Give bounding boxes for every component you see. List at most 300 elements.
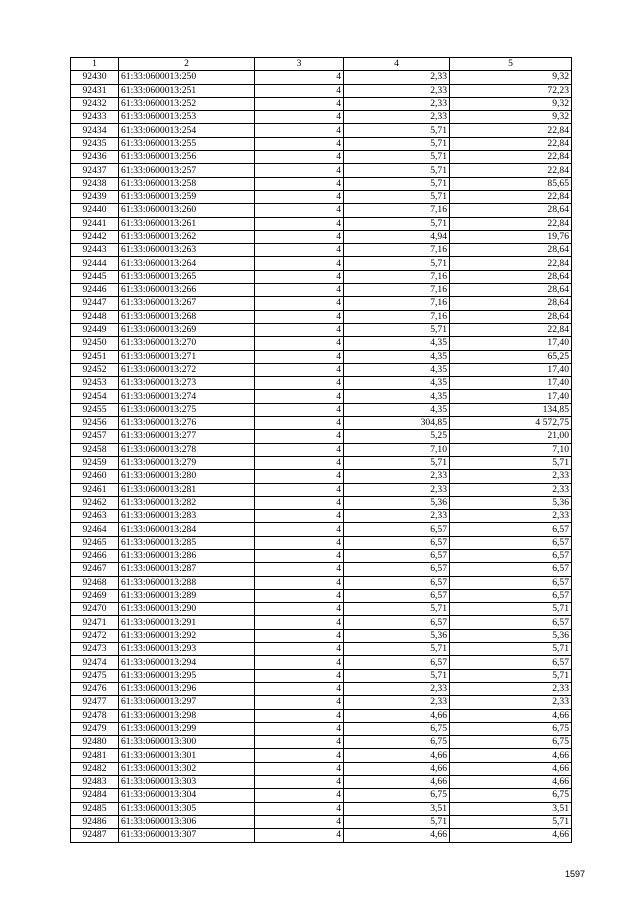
table-cell-col-2: 61:33:0600013:265 xyxy=(119,270,255,283)
table-cell-col-3: 4 xyxy=(255,204,344,217)
table-cell-col-3: 4 xyxy=(255,616,344,629)
table-cell-col-3: 4 xyxy=(255,403,344,416)
table-cell-col-5: 22,84 xyxy=(450,124,572,137)
table-cell-col-4: 5,36 xyxy=(344,629,450,642)
table-row xyxy=(71,217,572,230)
table-cell-col-2: 61:33:0600013:267 xyxy=(119,297,255,310)
table-cell-col-2: 61:33:0600013:288 xyxy=(119,576,255,589)
column-header-2: 2 xyxy=(119,58,255,71)
table-cell-col-1: 92430 xyxy=(71,71,119,84)
table-cell-col-1: 92436 xyxy=(71,151,119,164)
table-cell-col-5: 6,57 xyxy=(450,549,572,562)
table-cell-col-4: 5,71 xyxy=(344,177,450,190)
table-cell-col-2: 61:33:0600013:286 xyxy=(119,549,255,562)
table-cell-col-2: 61:33:0600013:259 xyxy=(119,190,255,203)
table-cell-col-3: 4 xyxy=(255,124,344,137)
table-row xyxy=(71,84,572,97)
table-cell-col-1: 92460 xyxy=(71,470,119,483)
table-cell-col-2: 61:33:0600013:273 xyxy=(119,377,255,390)
table-row xyxy=(71,124,572,137)
table-cell-col-4: 5,71 xyxy=(344,669,450,682)
table-cell-col-1: 92455 xyxy=(71,403,119,416)
table-row xyxy=(71,549,572,562)
table-row xyxy=(71,204,572,217)
table-cell-col-1: 92443 xyxy=(71,244,119,257)
table-cell-col-4: 6,57 xyxy=(344,589,450,602)
table-cell-col-4: 4,35 xyxy=(344,403,450,416)
table-cell-col-3: 4 xyxy=(255,217,344,230)
table-cell-col-3: 4 xyxy=(255,164,344,177)
table-cell-col-2: 61:33:0600013:304 xyxy=(119,789,255,802)
table-cell-col-2: 61:33:0600013:298 xyxy=(119,709,255,722)
table-cell-col-4: 4,94 xyxy=(344,230,450,243)
table-row xyxy=(71,97,572,110)
table-cell-col-4: 5,71 xyxy=(344,643,450,656)
table-row xyxy=(71,696,572,709)
table-cell-col-2: 61:33:0600013:279 xyxy=(119,456,255,469)
table-cell-col-5: 72,23 xyxy=(450,84,572,97)
table-cell-col-3: 4 xyxy=(255,417,344,430)
table-cell-col-3: 4 xyxy=(255,643,344,656)
table-cell-col-1: 92464 xyxy=(71,523,119,536)
table-cell-col-1: 92487 xyxy=(71,829,119,842)
table-cell-col-5: 5,71 xyxy=(450,815,572,828)
table-cell-col-5: 21,00 xyxy=(450,430,572,443)
table-cell-col-4: 3,51 xyxy=(344,802,450,815)
table-cell-col-1: 92466 xyxy=(71,549,119,562)
table-cell-col-2: 61:33:0600013:301 xyxy=(119,749,255,762)
table-cell-col-3: 4 xyxy=(255,483,344,496)
table-cell-col-1: 92434 xyxy=(71,124,119,137)
table-cell-col-5: 6,57 xyxy=(450,523,572,536)
table-cell-col-1: 92439 xyxy=(71,190,119,203)
table-cell-col-3: 4 xyxy=(255,656,344,669)
table-cell-col-1: 92463 xyxy=(71,510,119,523)
table-row xyxy=(71,403,572,416)
table-cell-col-4: 7,16 xyxy=(344,297,450,310)
table-cell-col-2: 61:33:0600013:262 xyxy=(119,230,255,243)
table-cell-col-5: 2,33 xyxy=(450,682,572,695)
table-cell-col-5: 5,71 xyxy=(450,603,572,616)
table-cell-col-4: 6,57 xyxy=(344,656,450,669)
table-cell-col-1: 92459 xyxy=(71,456,119,469)
table-cell-col-1: 92475 xyxy=(71,669,119,682)
table-row xyxy=(71,589,572,602)
table-cell-col-4: 5,71 xyxy=(344,257,450,270)
table-cell-col-3: 4 xyxy=(255,762,344,775)
table-row xyxy=(71,523,572,536)
data-table xyxy=(70,57,572,843)
table-row xyxy=(71,323,572,336)
table-cell-col-5: 28,64 xyxy=(450,270,572,283)
table-cell-col-2: 61:33:0600013:305 xyxy=(119,802,255,815)
table-cell-col-3: 4 xyxy=(255,776,344,789)
table-cell-col-3: 4 xyxy=(255,71,344,84)
table-cell-col-4: 5,36 xyxy=(344,496,450,509)
table-cell-col-3: 4 xyxy=(255,802,344,815)
table-cell-col-4: 2,33 xyxy=(344,682,450,695)
table-cell-col-5: 28,64 xyxy=(450,297,572,310)
table-row xyxy=(71,390,572,403)
table-cell-col-4: 2,33 xyxy=(344,483,450,496)
table-cell-col-1: 92471 xyxy=(71,616,119,629)
table-cell-col-3: 4 xyxy=(255,669,344,682)
table-cell-col-5: 2,33 xyxy=(450,696,572,709)
table-cell-col-2: 61:33:0600013:302 xyxy=(119,762,255,775)
table-cell-col-2: 61:33:0600013:295 xyxy=(119,669,255,682)
table-cell-col-5: 22,84 xyxy=(450,217,572,230)
table-row xyxy=(71,815,572,828)
table-cell-col-2: 61:33:0600013:252 xyxy=(119,97,255,110)
table-cell-col-5: 28,64 xyxy=(450,284,572,297)
table-row xyxy=(71,576,572,589)
table-cell-col-3: 4 xyxy=(255,829,344,842)
table-cell-col-4: 4,35 xyxy=(344,350,450,363)
table-cell-col-4: 5,71 xyxy=(344,124,450,137)
table-cell-col-4: 7,16 xyxy=(344,244,450,257)
table-row xyxy=(71,709,572,722)
table-cell-col-5: 22,84 xyxy=(450,164,572,177)
table-cell-col-2: 61:33:0600013:278 xyxy=(119,443,255,456)
table-cell-col-5: 4,66 xyxy=(450,776,572,789)
table-cell-col-3: 4 xyxy=(255,603,344,616)
table-cell-col-3: 4 xyxy=(255,297,344,310)
table-cell-col-5: 85,65 xyxy=(450,177,572,190)
table-row xyxy=(71,776,572,789)
table-cell-col-1: 92450 xyxy=(71,337,119,350)
table-cell-col-4: 2,33 xyxy=(344,470,450,483)
table-cell-col-3: 4 xyxy=(255,629,344,642)
table-cell-col-4: 7,10 xyxy=(344,443,450,456)
table-cell-col-4: 2,33 xyxy=(344,111,450,124)
table-cell-col-2: 61:33:0600013:269 xyxy=(119,323,255,336)
table-cell-col-2: 61:33:0600013:287 xyxy=(119,563,255,576)
table-cell-col-5: 17,40 xyxy=(450,390,572,403)
column-header-1: 1 xyxy=(71,58,119,71)
table-cell-col-4: 5,71 xyxy=(344,323,450,336)
table-cell-col-4: 5,71 xyxy=(344,190,450,203)
table-cell-col-2: 61:33:0600013:254 xyxy=(119,124,255,137)
table-cell-col-1: 92482 xyxy=(71,762,119,775)
table-cell-col-1: 92441 xyxy=(71,217,119,230)
table-row xyxy=(71,284,572,297)
table-cell-col-1: 92440 xyxy=(71,204,119,217)
table-cell-col-3: 4 xyxy=(255,696,344,709)
table-cell-col-2: 61:33:0600013:281 xyxy=(119,483,255,496)
table-cell-col-3: 4 xyxy=(255,749,344,762)
table-cell-col-2: 61:33:0600013:282 xyxy=(119,496,255,509)
table-cell-col-4: 2,33 xyxy=(344,510,450,523)
table-row xyxy=(71,722,572,735)
table-cell-col-5: 6,75 xyxy=(450,736,572,749)
table-cell-col-3: 4 xyxy=(255,137,344,150)
table-cell-col-2: 61:33:0600013:263 xyxy=(119,244,255,257)
table-cell-col-2: 61:33:0600013:291 xyxy=(119,616,255,629)
table-cell-col-2: 61:33:0600013:253 xyxy=(119,111,255,124)
table-cell-col-4: 6,57 xyxy=(344,576,450,589)
table-cell-col-3: 4 xyxy=(255,284,344,297)
column-header-3: 3 xyxy=(255,58,344,71)
table-cell-col-4: 5,71 xyxy=(344,151,450,164)
table-cell-col-3: 4 xyxy=(255,523,344,536)
table-cell-col-2: 61:33:0600013:283 xyxy=(119,510,255,523)
table-cell-col-5: 5,71 xyxy=(450,643,572,656)
table-cell-col-2: 61:33:0600013:299 xyxy=(119,722,255,735)
page-number: 1597 xyxy=(564,869,585,879)
table-cell-col-3: 4 xyxy=(255,470,344,483)
table-cell-col-1: 92431 xyxy=(71,84,119,97)
table-cell-col-5: 6,57 xyxy=(450,536,572,549)
table-cell-col-5: 28,64 xyxy=(450,204,572,217)
table-row xyxy=(71,190,572,203)
table-cell-col-1: 92472 xyxy=(71,629,119,642)
table-row xyxy=(71,510,572,523)
table-cell-col-3: 4 xyxy=(255,323,344,336)
table-cell-col-5: 134,85 xyxy=(450,403,572,416)
table-cell-col-4: 4,66 xyxy=(344,709,450,722)
table-row xyxy=(71,297,572,310)
table-cell-col-5: 4,66 xyxy=(450,829,572,842)
table-cell-col-1: 92474 xyxy=(71,656,119,669)
table-cell-col-1: 92453 xyxy=(71,377,119,390)
table-cell-col-1: 92452 xyxy=(71,363,119,376)
table-cell-col-5: 4,66 xyxy=(450,749,572,762)
table-cell-col-1: 92435 xyxy=(71,137,119,150)
table-cell-col-1: 92477 xyxy=(71,696,119,709)
table-cell-col-5: 5,36 xyxy=(450,629,572,642)
table-cell-col-2: 61:33:0600013:284 xyxy=(119,523,255,536)
table-cell-col-2: 61:33:0600013:306 xyxy=(119,815,255,828)
table-cell-col-3: 4 xyxy=(255,736,344,749)
table-cell-col-5: 4,66 xyxy=(450,762,572,775)
table-row xyxy=(71,377,572,390)
table-cell-col-3: 4 xyxy=(255,111,344,124)
table-cell-col-2: 61:33:0600013:257 xyxy=(119,164,255,177)
table-row xyxy=(71,762,572,775)
table-cell-col-2: 61:33:0600013:277 xyxy=(119,430,255,443)
table-row xyxy=(71,71,572,84)
table-cell-col-1: 92476 xyxy=(71,682,119,695)
table-cell-col-2: 61:33:0600013:276 xyxy=(119,417,255,430)
table-cell-col-1: 92449 xyxy=(71,323,119,336)
table-cell-col-5: 17,40 xyxy=(450,377,572,390)
table-row xyxy=(71,682,572,695)
table-cell-col-1: 92481 xyxy=(71,749,119,762)
table-row xyxy=(71,802,572,815)
table-cell-col-2: 61:33:0600013:293 xyxy=(119,643,255,656)
table-row xyxy=(71,749,572,762)
table-row xyxy=(71,789,572,802)
table-cell-col-3: 4 xyxy=(255,456,344,469)
table-cell-col-2: 61:33:0600013:296 xyxy=(119,682,255,695)
table-cell-col-3: 4 xyxy=(255,190,344,203)
table-cell-col-4: 6,57 xyxy=(344,549,450,562)
table-cell-col-1: 92465 xyxy=(71,536,119,549)
table-cell-col-2: 61:33:0600013:294 xyxy=(119,656,255,669)
table-row xyxy=(71,829,572,842)
table-cell-col-1: 92480 xyxy=(71,736,119,749)
table-cell-col-4: 7,16 xyxy=(344,284,450,297)
table-cell-col-3: 4 xyxy=(255,815,344,828)
table-cell-col-1: 92448 xyxy=(71,310,119,323)
table-cell-col-5: 22,84 xyxy=(450,323,572,336)
table-cell-col-3: 4 xyxy=(255,563,344,576)
table-cell-col-1: 92438 xyxy=(71,177,119,190)
table-cell-col-2: 61:33:0600013:289 xyxy=(119,589,255,602)
table-cell-col-3: 4 xyxy=(255,430,344,443)
table-cell-col-3: 4 xyxy=(255,789,344,802)
table-cell-col-4: 5,71 xyxy=(344,815,450,828)
table-cell-col-5: 5,71 xyxy=(450,669,572,682)
table-cell-col-4: 7,16 xyxy=(344,310,450,323)
table-cell-col-5: 6,57 xyxy=(450,656,572,669)
table-cell-col-2: 61:33:0600013:251 xyxy=(119,84,255,97)
table-row xyxy=(71,470,572,483)
table-cell-col-4: 2,33 xyxy=(344,71,450,84)
table-cell-col-3: 4 xyxy=(255,549,344,562)
table-row xyxy=(71,629,572,642)
table-row xyxy=(71,310,572,323)
table-cell-col-2: 61:33:0600013:272 xyxy=(119,363,255,376)
table-cell-col-4: 6,57 xyxy=(344,563,450,576)
table-cell-col-3: 4 xyxy=(255,390,344,403)
column-header-5: 5 xyxy=(450,58,572,71)
table-cell-col-4: 4,35 xyxy=(344,390,450,403)
table-cell-col-1: 92473 xyxy=(71,643,119,656)
table-cell-col-2: 61:33:0600013:300 xyxy=(119,736,255,749)
table-cell-col-5: 6,57 xyxy=(450,576,572,589)
table-cell-col-3: 4 xyxy=(255,244,344,257)
table-cell-col-1: 92454 xyxy=(71,390,119,403)
table-row xyxy=(71,483,572,496)
table-cell-col-1: 92467 xyxy=(71,563,119,576)
table-cell-col-5: 2,33 xyxy=(450,510,572,523)
table-cell-col-3: 4 xyxy=(255,310,344,323)
table-cell-col-1: 92445 xyxy=(71,270,119,283)
table-cell-col-5: 4,66 xyxy=(450,709,572,722)
table-cell-col-4: 6,57 xyxy=(344,523,450,536)
table-cell-col-1: 92478 xyxy=(71,709,119,722)
table-cell-col-2: 61:33:0600013:260 xyxy=(119,204,255,217)
table-cell-col-1: 92479 xyxy=(71,722,119,735)
table-cell-col-3: 4 xyxy=(255,536,344,549)
table-cell-col-4: 2,33 xyxy=(344,97,450,110)
table-cell-col-5: 65,25 xyxy=(450,350,572,363)
table-cell-col-1: 92468 xyxy=(71,576,119,589)
table-row xyxy=(71,177,572,190)
table-row xyxy=(71,350,572,363)
table-cell-col-4: 7,16 xyxy=(344,204,450,217)
table-cell-col-1: 92446 xyxy=(71,284,119,297)
table-cell-col-2: 61:33:0600013:256 xyxy=(119,151,255,164)
table-cell-col-3: 4 xyxy=(255,363,344,376)
table-row xyxy=(71,656,572,669)
table-row xyxy=(71,603,572,616)
table-row xyxy=(71,443,572,456)
table-cell-col-5: 22,84 xyxy=(450,257,572,270)
table-cell-col-2: 61:33:0600013:250 xyxy=(119,71,255,84)
table-cell-col-3: 4 xyxy=(255,510,344,523)
table-cell-col-2: 61:33:0600013:264 xyxy=(119,257,255,270)
table-cell-col-1: 92432 xyxy=(71,97,119,110)
table-row xyxy=(71,669,572,682)
table-row xyxy=(71,151,572,164)
table-cell-col-2: 61:33:0600013:307 xyxy=(119,829,255,842)
table-row xyxy=(71,430,572,443)
table-cell-col-4: 4,35 xyxy=(344,363,450,376)
table-cell-col-5: 22,84 xyxy=(450,151,572,164)
table-cell-col-3: 4 xyxy=(255,443,344,456)
table-cell-col-2: 61:33:0600013:285 xyxy=(119,536,255,549)
table-cell-col-3: 4 xyxy=(255,151,344,164)
table-cell-col-2: 61:33:0600013:280 xyxy=(119,470,255,483)
table-row xyxy=(71,456,572,469)
table-cell-col-2: 61:33:0600013:275 xyxy=(119,403,255,416)
table-row xyxy=(71,643,572,656)
table-row xyxy=(71,137,572,150)
table-cell-col-5: 28,64 xyxy=(450,244,572,257)
table-cell-col-4: 4,66 xyxy=(344,762,450,775)
table-cell-col-5: 7,10 xyxy=(450,443,572,456)
table-cell-col-4: 304,85 xyxy=(344,417,450,430)
table-cell-col-2: 61:33:0600013:270 xyxy=(119,337,255,350)
table-cell-col-3: 4 xyxy=(255,230,344,243)
table-cell-col-4: 6,57 xyxy=(344,616,450,629)
header-row xyxy=(71,58,572,71)
table-cell-col-1: 92456 xyxy=(71,417,119,430)
table-cell-col-5: 5,71 xyxy=(450,456,572,469)
table-row xyxy=(71,244,572,257)
table-cell-col-3: 4 xyxy=(255,97,344,110)
table-cell-col-2: 61:33:0600013:274 xyxy=(119,390,255,403)
table-cell-col-4: 7,16 xyxy=(344,270,450,283)
table-cell-col-5: 9,32 xyxy=(450,111,572,124)
table-cell-col-3: 4 xyxy=(255,709,344,722)
table-cell-col-5: 28,64 xyxy=(450,310,572,323)
table-cell-col-1: 92485 xyxy=(71,802,119,815)
table-cell-col-3: 4 xyxy=(255,722,344,735)
table-cell-col-5: 6,57 xyxy=(450,563,572,576)
table-cell-col-4: 5,71 xyxy=(344,456,450,469)
table-body xyxy=(71,71,572,842)
table-cell-col-5: 6,75 xyxy=(450,789,572,802)
table-row xyxy=(71,496,572,509)
table-cell-col-4: 4,35 xyxy=(344,337,450,350)
table-cell-col-2: 61:33:0600013:255 xyxy=(119,137,255,150)
table-cell-col-3: 4 xyxy=(255,377,344,390)
table-cell-col-3: 4 xyxy=(255,589,344,602)
table-cell-col-4: 6,75 xyxy=(344,789,450,802)
table-cell-col-1: 92461 xyxy=(71,483,119,496)
table-cell-col-5: 6,75 xyxy=(450,722,572,735)
table-cell-col-2: 61:33:0600013:271 xyxy=(119,350,255,363)
table-cell-col-4: 5,25 xyxy=(344,430,450,443)
table-cell-col-1: 92469 xyxy=(71,589,119,602)
table-cell-col-3: 4 xyxy=(255,350,344,363)
table-cell-col-5: 17,40 xyxy=(450,337,572,350)
table-cell-col-4: 5,71 xyxy=(344,603,450,616)
table-cell-col-5: 19,76 xyxy=(450,230,572,243)
table-cell-col-1: 92447 xyxy=(71,297,119,310)
table-cell-col-5: 17,40 xyxy=(450,363,572,376)
table-cell-col-2: 61:33:0600013:266 xyxy=(119,284,255,297)
table-cell-col-4: 5,71 xyxy=(344,164,450,177)
table-cell-col-5: 22,84 xyxy=(450,137,572,150)
table-row xyxy=(71,230,572,243)
table-cell-col-5: 6,57 xyxy=(450,589,572,602)
table-cell-col-3: 4 xyxy=(255,496,344,509)
table-cell-col-2: 61:33:0600013:297 xyxy=(119,696,255,709)
